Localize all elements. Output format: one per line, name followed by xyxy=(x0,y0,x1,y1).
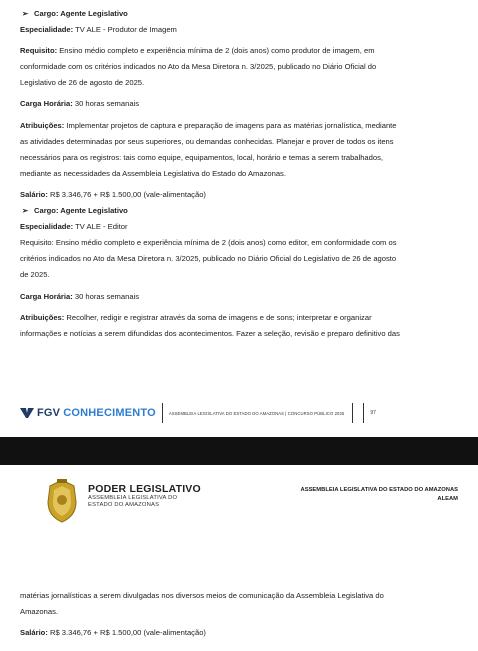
value: Recolher, redigir e registrar através da soma de imagens e de sons; interpretar e organizar xyxy=(64,312,372,322)
bullet-text: Cargo: Agente Legislativo xyxy=(34,9,128,18)
continued-line-1: matérias jornalísticas a serem divulgadas nos diversos meios de comunicação da Assembleia Legislativa do xyxy=(20,591,384,600)
footer-divider xyxy=(352,403,353,423)
header-right-1: ASSEMBLEIA LEGISLATIVA DO ESTADO DO AMAZONAS xyxy=(300,487,458,493)
value: Ensino médio completo e experiência mínima de 2 (dois anos) como produtor de imagem, em xyxy=(57,46,375,56)
value: R$ 3.346,76 + R$ 1.500,00 (vale-alimentação) xyxy=(47,189,206,199)
label: Atribuições: xyxy=(20,312,65,322)
fgv-mark-icon xyxy=(20,408,34,418)
page-content xyxy=(20,588,460,641)
requisito-line-3: de 2025. xyxy=(20,270,50,280)
label: Carga Horária: xyxy=(20,291,73,301)
atribuicoes-line-2: as atividades determinadas por seus superiores, ou demandas conhecidas. Planejar e prover de todos os itens xyxy=(20,136,394,146)
value: Implementar projetos de captura e preparação de imagens para as matérias jornalística, mediante xyxy=(64,120,397,130)
requisito-line-2: critérios indicados no Ato da Mesa Diretora n. 3/2025, publicado no Diário Oficial do Legislativo de 26 de agosto xyxy=(20,254,397,264)
footer-divider xyxy=(162,403,163,423)
requisito-line-1 xyxy=(20,43,460,59)
atribuicoes-line-1 xyxy=(20,310,460,326)
bullet-cargo-2 xyxy=(20,203,460,219)
requisito-line-2: conformidade com os critérios indicados no Ato da Mesa Diretora n. 3/2025, publicado no Diário Oficial do xyxy=(20,62,377,72)
value: R$ 3.346,76 + R$ 1.500,00 (vale-alimentação) xyxy=(47,628,206,638)
page-header xyxy=(44,478,464,526)
header-right-2: ALEAM xyxy=(437,496,458,502)
requisito-line-1: Requisito: Ensino médio completo e experiência mínima de 2 (dois anos) como editor, em conformidade com os xyxy=(20,238,397,248)
requisito-line-3: Legislativo de 26 de agosto de 2025. xyxy=(20,78,145,88)
continued-line-2: Amazonas. xyxy=(20,607,58,617)
value: 30 horas semanais xyxy=(72,99,140,109)
atribuicoes-line-1 xyxy=(20,118,460,134)
footer-divider xyxy=(363,403,364,423)
assembleia-seal-icon xyxy=(44,478,80,524)
poder-sub-1: ASSEMBLEIA LEGISLATIVA DO xyxy=(88,495,178,501)
page-bottom xyxy=(0,465,478,651)
bullet-text: Cargo: Agente Legislativo xyxy=(34,206,128,216)
carga-line xyxy=(20,289,460,305)
page-number: 97 xyxy=(370,410,376,416)
poder-sub-2: ESTADO DO AMAZONAS xyxy=(88,502,160,508)
fgv-conhecimento-text: CONHECIMENTO xyxy=(63,407,156,419)
label: Salário: xyxy=(20,628,48,638)
label: Salário: xyxy=(20,189,48,199)
page-footer xyxy=(20,402,460,424)
atribuicoes-line-3: necessários para os registros: tais como equipe, equipamentos, local, horário e temas a serem trabalhados, xyxy=(20,152,384,162)
label: Especialidade: xyxy=(20,222,74,232)
value: TV ALE - Editor xyxy=(73,222,128,232)
label: Atribuições: xyxy=(20,120,65,130)
label: Requisito: xyxy=(20,46,58,56)
page-content xyxy=(20,6,460,342)
salario-line xyxy=(20,187,460,203)
fgv-text: FGV xyxy=(37,407,61,419)
page-separator xyxy=(0,437,478,465)
poder-title: PODER LEGISLATIVO xyxy=(88,483,201,495)
carga-line xyxy=(20,96,460,112)
value: 30 horas semanais xyxy=(72,291,140,301)
value: TV ALE - Produtor de Imagem xyxy=(73,25,177,35)
atribuicoes-line-2: informações e notícias a serem difundidas dos acontecimentos. Fazer a seleção, revisão e preparo definitivo das xyxy=(20,328,400,338)
poder-legislativo-block xyxy=(88,483,201,509)
bullet-cargo-1 xyxy=(20,6,460,22)
header-right xyxy=(301,486,458,504)
label: Carga Horária: xyxy=(20,99,73,109)
salario-line xyxy=(20,625,460,641)
especialidade-line xyxy=(20,22,460,38)
especialidade-line xyxy=(20,219,460,235)
label: Especialidade: xyxy=(20,25,74,35)
fgv-logo xyxy=(20,407,156,419)
arrow-bullet-icon: ➢ xyxy=(22,206,29,216)
arrow-bullet-icon: ➢ xyxy=(22,9,29,18)
footer-text: ASSEMBLEIA LEGISLATIVA DO ESTADO DO AMAZONAS | CONCURSO PÚBLICO 2025 xyxy=(168,410,345,416)
atribuicoes-line-4: mediante as necessidades da Assembleia Legislativa do Estado do Amazonas. xyxy=(20,168,286,178)
